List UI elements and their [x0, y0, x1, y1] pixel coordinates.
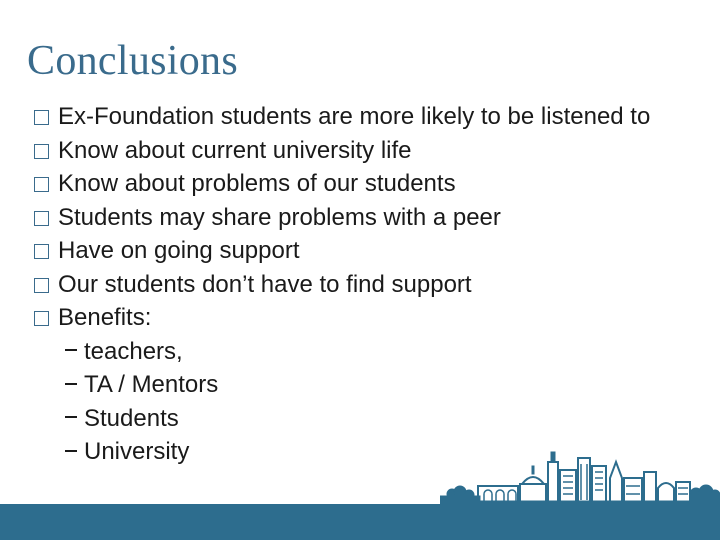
sub-bullet-text: TA / Mentors — [84, 371, 219, 398]
bullet-square-icon — [34, 211, 49, 226]
sub-bullet-item — [34, 368, 720, 402]
sub-bullet-item — [34, 402, 720, 436]
bullet-square-icon — [34, 110, 49, 125]
bullet-item — [34, 167, 720, 201]
bullet-text: Have on going support — [58, 237, 300, 264]
sub-bullet-text: teachers, — [84, 337, 183, 365]
sub-bullet-item — [34, 335, 720, 369]
bullet-text: Ex-Foundation students are more likely to be listened to — [58, 103, 651, 130]
city-skyline-icon — [440, 448, 720, 504]
bullet-item — [34, 301, 720, 335]
bullet-item — [34, 201, 720, 235]
bullet-square-icon — [34, 177, 49, 192]
sub-bullet-text: University — [84, 438, 190, 465]
bullet-square-icon — [34, 311, 49, 326]
bullet-list — [34, 100, 720, 469]
slide-title: Conclusions — [27, 38, 238, 84]
dash-icon — [65, 450, 77, 452]
dash-icon — [65, 349, 77, 351]
bullet-square-icon — [34, 278, 49, 293]
bullet-text: Know about current university life — [58, 136, 412, 164]
bullet-item — [34, 234, 720, 268]
bullet-item — [34, 268, 720, 302]
bullet-text: Know about problems of our students — [58, 170, 456, 197]
sub-bullet-text: Students — [84, 404, 179, 432]
bullet-text: Our students don’t have to find support — [58, 270, 472, 298]
bullet-text: Students may share problems with a peer — [58, 203, 501, 231]
bullet-item — [34, 134, 720, 168]
bullet-square-icon — [34, 244, 49, 259]
bullet-item — [34, 100, 720, 134]
bullet-square-icon — [34, 144, 49, 159]
dash-icon — [65, 383, 77, 385]
footer-bar — [0, 504, 720, 540]
dash-icon — [65, 416, 77, 418]
bullet-text: Benefits: — [58, 304, 152, 331]
